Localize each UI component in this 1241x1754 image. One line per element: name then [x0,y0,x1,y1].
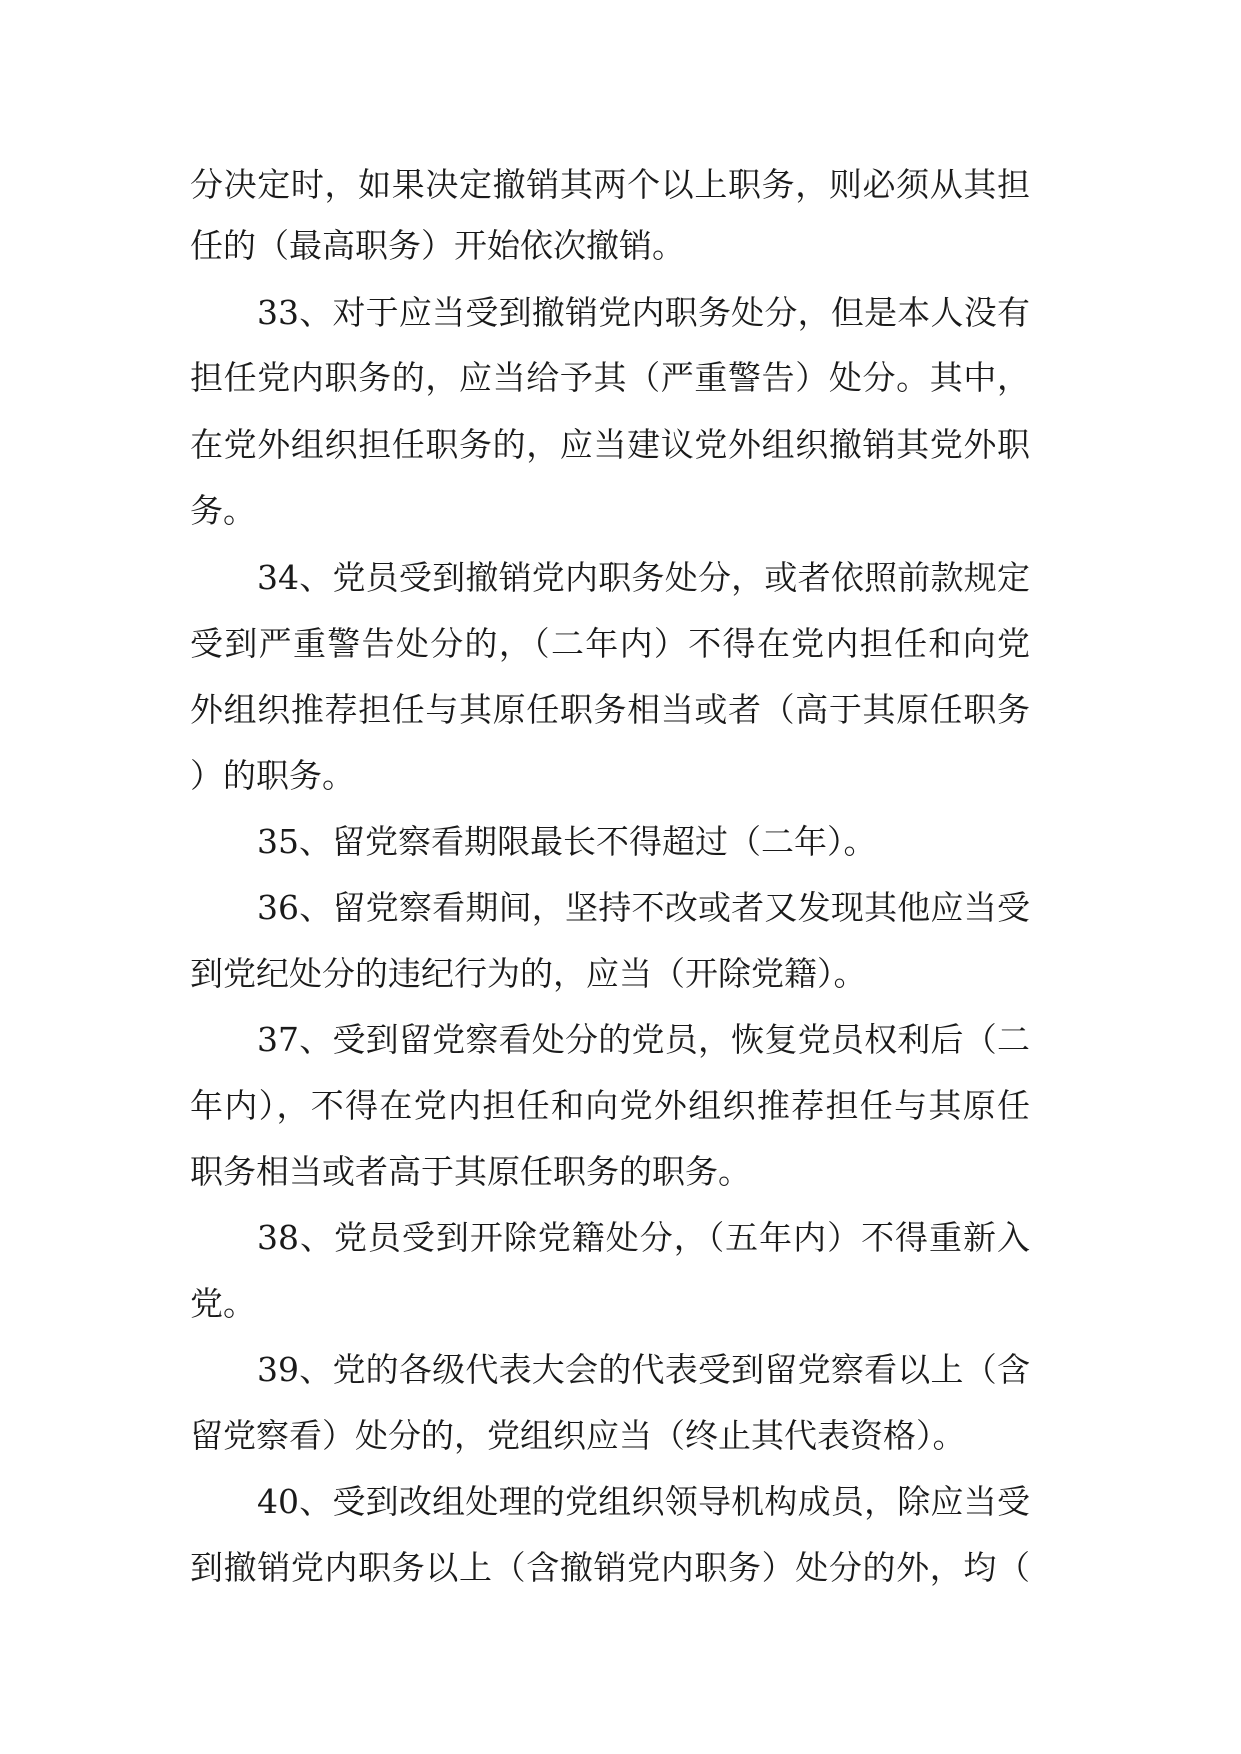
text-line: 党。 [190,1284,256,1323]
text-line: ）的职务。 [190,756,355,795]
text-line: 受到严重警告处分的，（二年内）不得在党内担任和向党 [190,624,1030,663]
text-line: 分决定时，如果决定撤销其两个以上职务，则必须从其担 [190,165,1030,204]
text-line: 35、留党察看期限最长不得超过（二年）。 [257,822,877,861]
text-line: 年内），不得在党内担任和向党外组织推荐担任与其原任 [190,1086,1030,1125]
text-line: 外组织推荐担任与其原任职务相当或者（高于其原任职务 [190,690,1030,729]
text-line: 40、受到改组处理的党组织领导机构成员，除应当受 [257,1482,1030,1521]
text-line: 37、受到留党察看处分的党员，恢复党员权利后（二 [257,1020,1030,1059]
text-line: 担任党内职务的，应当给予其（严重警告）处分。其中， [190,358,1030,397]
text-line: 到党纪处分的违纪行为的，应当（开除党籍）。 [190,954,867,993]
text-line: 务。 [190,491,256,530]
text-line: 39、党的各级代表大会的代表受到留党察看以上（含 [257,1350,1030,1389]
text-line: 在党外组织担任职务的，应当建议党外组织撤销其党外职 [190,425,1030,464]
text-line: 36、留党察看期间，坚持不改或者又发现其他应当受 [257,888,1030,927]
text-line: 任的（最高职务）开始依次撤销。 [190,226,685,265]
text-line: 到撤销党内职务以上（含撤销党内职务）处分的外，均（ [190,1548,1030,1587]
text-line: 33、对于应当受到撤销党内职务处分，但是本人没有 [257,293,1030,332]
text-line: 34、党员受到撤销党内职务处分，或者依照前款规定 [257,558,1030,597]
text-line: 留党察看）处分的，党组织应当（终止其代表资格）。 [190,1416,966,1455]
text-line: 职务相当或者高于其原任职务的职务。 [190,1152,751,1191]
text-line: 38、党员受到开除党籍处分，（五年内）不得重新入 [257,1218,1030,1257]
